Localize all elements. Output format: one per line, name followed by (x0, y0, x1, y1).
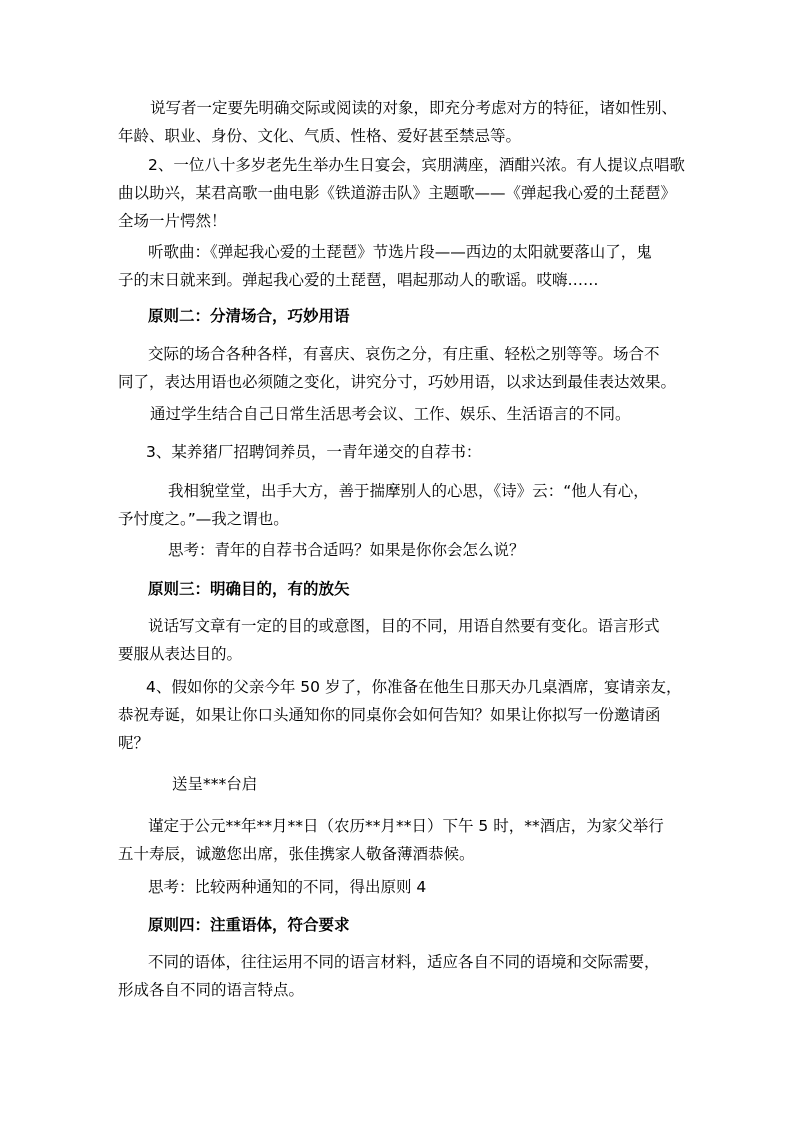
paragraph-example-2 (118, 151, 684, 235)
paragraph-purpose (118, 612, 684, 668)
paragraph-discussion (118, 400, 684, 428)
text-line: 子的末日就来到。弹起我心爱的土琵琶，唱起那动人的歌谣。哎嗨…… (118, 271, 599, 289)
paragraph-register (118, 948, 684, 1004)
text-line: 通过学生结合自己日常生活思考会议、工作、娱乐、生活语言的不同。 (150, 405, 631, 423)
paragraph-example-3 (118, 438, 684, 466)
text-line: 曲以助兴，某君高歌一曲电影《铁道游击队》主题歌——《弹起我心爱的土琵琶》 (118, 184, 677, 202)
paragraph-example-4 (118, 673, 684, 757)
text-line: 年龄、职业、身份、文化、气质、性格、爱好甚至禁忌等。 (118, 127, 522, 145)
text-line: 2、一位八十多岁老先生举办生日宴会，宾朋满座，酒酣兴浓。有人提议点唱歌 (148, 156, 685, 174)
paragraph-think-2 (118, 873, 684, 901)
paragraph-think-1 (118, 536, 684, 564)
heading-text: 原则二：分清场合，巧妙用语 (148, 307, 350, 325)
paragraph-invitation-header (118, 770, 684, 798)
paragraph-song (118, 238, 684, 294)
text-line: 呢？ (118, 734, 150, 752)
text-line: 思考：青年的自荐书合适吗？如果是你你会怎么说？ (168, 541, 525, 559)
text-line: 思考：比较两种通知的不同，得出原则 4 (148, 878, 427, 896)
paragraph-invitation-body (118, 812, 684, 868)
text-line: 恭祝寿诞，如果让你口头通知你的同桌你会如何告知？如果让你拟写一份邀请函 (118, 706, 661, 724)
text-line: 形成各自不同的语言特点。 (118, 981, 305, 999)
text-line: 送呈***台启 (172, 775, 258, 793)
heading-principle-3 (118, 575, 684, 603)
text-line: 说写者一定要先明确交际或阅读的对象，即充分考虑对方的特征，诸如性别、 (150, 99, 678, 117)
text-line: 3、某养猪厂招聘饲养员，一青年递交的自荐书： (146, 443, 482, 461)
paragraph-audience (118, 94, 684, 150)
text-line: 全场一片愕然！ (118, 212, 227, 230)
text-line: 听歌曲：《弹起我心爱的土琵琶》节选片段——西边的太阳就要落山了，鬼 (148, 243, 652, 261)
text-line: 同了，表达用语也必须随之变化，讲究分寸，巧妙用语，以求达到最佳表达效果。 (118, 373, 677, 391)
text-line: 我相貌堂堂，出手大方，善于揣摩别人的心思，《诗》云：“他人有心， (168, 482, 649, 500)
text-line: 说话写文章有一定的目的或意图，目的不同，用语自然要有变化。语言形式 (148, 617, 660, 635)
paragraph-occasion (118, 340, 684, 396)
heading-text: 原则四：注重语体，符合要求 (148, 916, 350, 934)
paragraph-self-recommendation (118, 477, 684, 533)
heading-principle-4 (118, 911, 684, 939)
text-line: 谨定于公元**年**月**日（农历**月**日）下午 5 时，**酒店，为家父举行 (148, 817, 664, 835)
text-line: 要服从表达目的。 (118, 645, 243, 663)
heading-principle-2 (118, 302, 684, 330)
heading-text: 原则三：明确目的，有的放矢 (148, 580, 350, 598)
text-line: 予忖度之。”—我之谓也。 (118, 510, 289, 528)
text-line: 五十寿辰，诚邀您出席，张佳携家人敬备薄酒恭候。 (118, 845, 475, 863)
text-line: 交际的场合各种各样，有喜庆、哀伤之分，有庄重、轻松之别等等。场合不 (148, 345, 660, 363)
text-line: 不同的语体，往往运用不同的语言材料，适应各自不同的语境和交际需要， (148, 953, 660, 971)
text-line: 4、假如你的父亲今年 50 岁了，你准备在他生日那天办几桌酒席，宴请亲友， (146, 678, 682, 696)
